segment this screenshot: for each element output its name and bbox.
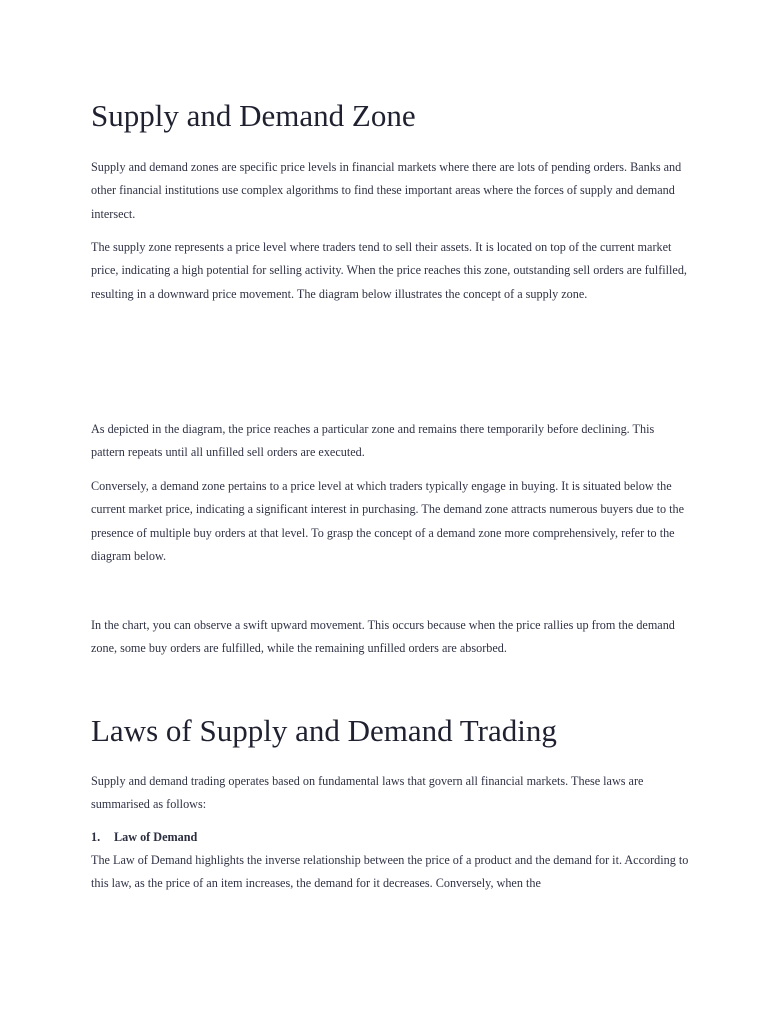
list-item-heading	[91, 827, 197, 847]
paragraph-intro: Supply and demand zones are specific price levels in financial markets where there are lots of pending orders. Banks and other financial institutions use complex algorithms to find these important areas where the forces of supply and demand intersect.	[91, 160, 682, 221]
paragraph-demand-zone: Conversely, a demand zone pertains to a price level at which traders typically engage in buying. It is situated below the current market price, indicating a significant interest in purchasing. The demand zone attracts numerous buyers due to the presence of multiple buy orders at that level. To grasp the concept of a demand zone more comprehensively, refer to the diagram below.	[91, 479, 685, 563]
paragraph-diagram-explanation: As depicted in the diagram, the price reaches a particular zone and remains there temporarily before declining. This pattern repeats until all unfilled sell orders are executed.	[91, 422, 655, 460]
paragraph-supply-zone: The supply zone represents a price level where traders tend to sell their assets. It is located on top of the current market price, indicating a high potential for selling activity. When the price reaches this zone, outstanding sell orders are fulfilled, resulting in a downward price movement. The diagram below illustrates the concept of a supply zone.	[91, 240, 687, 301]
paragraph-law-of-demand: The Law of Demand highlights the inverse relationship between the price of a product and the demand for it. According to this law, as the price of an item increases, the demand for it decreases. Conversely, when the	[91, 853, 689, 891]
supply-zone-diagram-placeholder	[91, 335, 691, 415]
section-title-laws: Laws of Supply and Demand Trading	[91, 713, 557, 748]
paragraph-chart-observation: In the chart, you can observe a swift upward movement. This occurs because when the price rallies up from the demand zone, some buy orders are fulfilled, while the remaining unfilled orders are absorbed.	[91, 618, 675, 656]
section-title-supply-demand-zone: Supply and Demand Zone	[91, 98, 416, 133]
list-item-title: Law of Demand	[114, 830, 198, 844]
paragraph-laws-intro: Supply and demand trading operates based on fundamental laws that govern all financial markets. These laws are summarised as follows:	[91, 774, 644, 812]
demand-zone-diagram-placeholder	[91, 570, 691, 610]
list-item-number: 1.	[91, 830, 101, 844]
